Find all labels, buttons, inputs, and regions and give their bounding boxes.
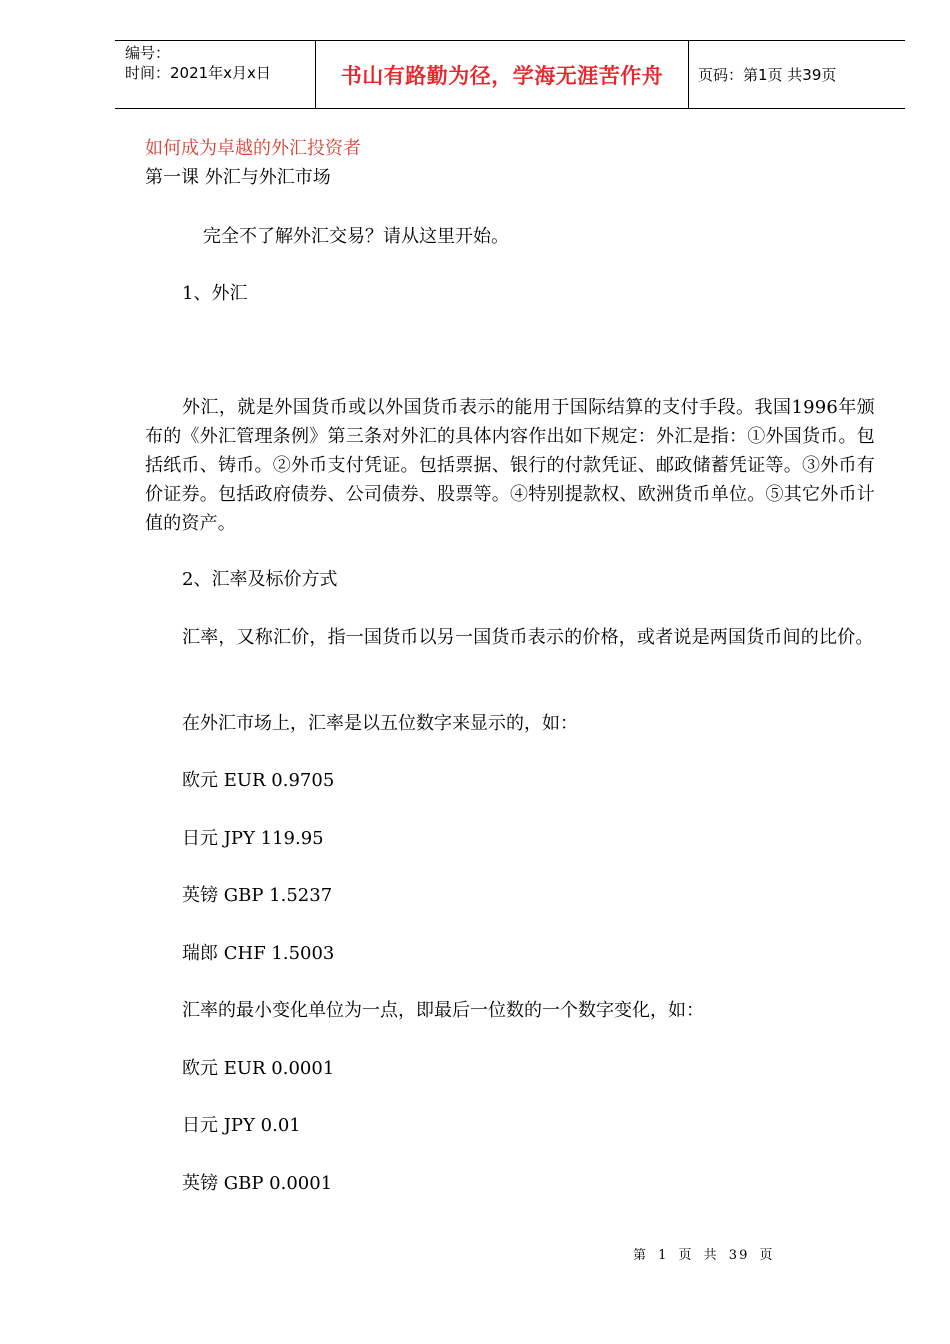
pip-line: 日元 JPY 0.01 (182, 1115, 301, 1136)
intro-text: 完全不了解外汇交易？请从这里开始。 (203, 226, 509, 247)
header-page-info: 页码：第1页 共39页 (698, 66, 837, 84)
section-2-heading: 2、汇率及标价方式 (182, 569, 338, 590)
section-1-body: 外汇，就是外国货币或以外国货币表示的能用于国际结算的支付手段。我国1996年颁布的《外汇管理条例》第三条对外汇的具体内容作出如下规定：外汇是指：①外国货币。包括纸币、铸币。②外币支付凭证。包括票据、银行的付款凭证、邮政储蓄凭证等。③外币有价证券。包括政府债券、公司债券、股票等。④特别提款权、欧洲货币单位。⑤其它外币计值的资产。 (145, 397, 875, 534)
quote-line: 瑞郎 CHF 1.5003 (182, 943, 335, 964)
page-footer: 第 1 页 共 39 页 (633, 1248, 775, 1263)
serial-number-label: 编号： (125, 44, 171, 62)
section-2-body: 汇率，又称汇价，指一国货币以另一国货币表示的价格，或者说是两国货币间的比价。 (182, 627, 874, 648)
section-1-heading: 1、外汇 (182, 283, 248, 304)
pip-line: 欧元 EUR 0.0001 (182, 1058, 335, 1079)
pip-intro: 汇率的最小变化单位为一点，即最后一位数的一个数字变化，如： (182, 1000, 704, 1021)
header-motto: 书山有路勤为径，学海无涯苦作舟 (316, 41, 689, 108)
quote-line: 欧元 EUR 0.9705 (182, 770, 335, 791)
header-meta (115, 41, 316, 108)
quote-line: 英镑 GBP 1.5237 (182, 885, 333, 906)
document-heading (145, 134, 875, 192)
quote-line: 日元 JPY 119.95 (182, 828, 324, 849)
page-header (115, 40, 905, 109)
quote-intro: 在外汇市场上，汇率是以五位数字来显示的，如： (182, 713, 578, 734)
date-label: 时间：2021年x月x日 (125, 64, 271, 82)
lesson-title: 第一课 外汇与外汇市场 (145, 167, 331, 188)
document-title: 如何成为卓越的外汇投资者 (145, 138, 361, 159)
pip-line: 英镑 GBP 0.0001 (182, 1173, 333, 1194)
